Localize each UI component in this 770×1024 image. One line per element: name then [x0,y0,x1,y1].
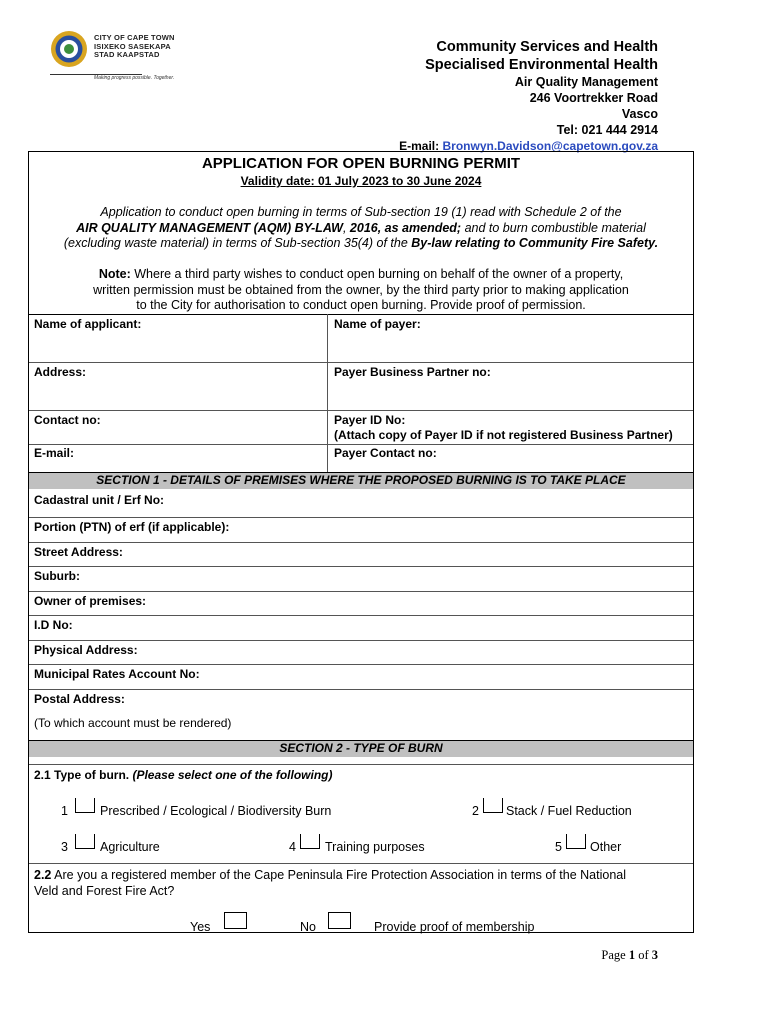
option-2-label: Stack / Fuel Reduction [506,804,632,818]
page-number [601,948,658,963]
row-rule [29,410,693,411]
page-prefix: Page [601,948,629,962]
question-2-1-hint: (Please select one of the following) [132,768,333,782]
email-link[interactable]: Bronwyn.Davidson@capetown.gov.za [442,139,658,153]
aqm-bylaw-name: AIR QUALITY MANAGEMENT (AQM) BY-LAW [76,220,343,235]
logo-line-1: CITY OF CAPE TOWN [94,33,175,42]
note-line-2: written permission must be obtained from the owner, by the third party prior to making application [93,282,629,297]
question-2-1-label: 2.1 Type of burn. [34,768,133,782]
intro-line-3-head: (excluding waste material) in terms of Sub-section 35(4) of the [63,236,412,250]
suburb: Vasco [621,107,658,121]
city-logo [50,30,210,80]
intro-sep: , [342,220,350,235]
validity-date: Validity date: 01 July 2023 to 30 June 2024 [240,174,482,188]
address-label[interactable]: Address: [34,365,87,379]
no-checkbox[interactable] [328,912,351,929]
no-label: No [300,920,316,934]
question-2-2-text: Are you a registered member of the Cape Peninsula Fire Protection Association in terms of the National [51,868,626,882]
row-rule [29,863,693,864]
applicant-email-label[interactable]: E-mail: [34,446,75,460]
applicant-table-divider [327,314,328,472]
proof-of-membership: Provide proof of membership [374,920,535,934]
row-rule [29,566,693,567]
logo-text [94,34,175,60]
physical-address-label[interactable]: Physical Address: [34,643,138,657]
row-rule [29,615,693,616]
note-paragraph [38,267,684,314]
portion-label[interactable]: Portion (PTN) of erf (if applicable): [34,520,230,534]
street-address-label[interactable]: Street Address: [34,545,123,559]
note-line-1 [38,267,684,283]
yes-label: Yes [190,920,211,934]
row-rule [29,664,693,665]
form-title: APPLICATION FOR OPEN BURNING PERMIT [201,155,521,172]
street-address: 246 Voortrekker Road [529,91,658,105]
applicant-table-top [29,314,693,315]
logo-line-3: STAD KAAPSTAD [94,50,160,60]
note-text-1: Where a third party wishes to conduct open burning on behalf of the owner of a property, [130,267,624,281]
option-1-number: 1 [61,804,68,818]
note-label: Note: [98,267,131,281]
applicant-name-label[interactable]: Name of applicant: [34,317,142,331]
row-rule [29,640,693,641]
option-4-label: Training purposes [325,840,425,854]
page-of: of [635,948,652,962]
row-rule [29,542,693,543]
business-partner-label[interactable]: Payer Business Partner no: [334,365,491,379]
row-rule [29,444,693,445]
department-name: Community Services and Health [436,39,658,55]
row-rule [29,689,693,690]
logo-line-2: ISIXEKO SASEKAPA [94,41,171,51]
city-seal-icon [50,30,88,68]
option-3-checkbox[interactable] [75,834,95,849]
email-label: E-mail: [399,139,440,153]
form-title-block [28,155,694,189]
payer-name-label[interactable]: Name of payer: [334,317,421,331]
option-3-number: 3 [61,840,68,854]
note-line-3: to the City for authorisation to conduct open burning. Provide proof of permission. [136,298,586,312]
yes-checkbox[interactable] [224,912,247,929]
payer-contact-label[interactable]: Payer Contact no: [334,446,437,460]
aqm-year: 2016, as amended; [349,220,462,235]
row-rule [29,764,693,765]
owner-label[interactable]: Owner of premises: [34,594,147,608]
unit-name: Specialised Environmental Health [425,57,658,73]
option-1-checkbox[interactable] [75,798,95,813]
contact-no-label[interactable]: Contact no: [34,413,101,427]
option-5-label: Other [590,840,622,854]
rates-account-label[interactable]: Municipal Rates Account No: [34,667,200,681]
question-2-2-label: 2.2 [34,868,52,882]
logo-tagline: Making progress possible. Together. [94,75,175,81]
option-2-number: 2 [472,804,479,818]
option-4-number: 4 [289,840,296,854]
section-name: Air Quality Management [514,75,658,89]
page-current: 1 [628,948,636,962]
row-rule [29,362,693,363]
section-1-heading: SECTION 1 - DETAILS OF PREMISES WHERE THE PROPOSED BURNING IS TO TAKE PLACE [29,472,693,489]
intro-line-2-tail: and to burn combustible material [461,220,646,235]
intro-paragraph [38,205,684,252]
row-rule [29,591,693,592]
type-of-burn-question [34,768,333,783]
option-2-checkbox[interactable] [483,798,503,813]
option-5-number: 5 [555,840,562,854]
id-no-label[interactable]: I.D No: [34,618,73,632]
page-total: 3 [651,948,658,962]
question-2-2-text-2: Veld and Forest Fire Act? [34,884,175,898]
postal-address-note: (To which account must be rendered) [34,716,232,730]
payer-id-note: (Attach copy of Payer ID if not registered Business Partner) [334,428,673,442]
section-2-heading: SECTION 2 - TYPE OF BURN [29,740,693,757]
intro-line-3 [38,236,684,252]
intro-line-2 [38,221,684,237]
intro-line-1: Application to conduct open burning in terms of Sub-section 19 (1) read with Schedule 2 of the [100,205,622,219]
postal-address-label[interactable]: Postal Address: [34,692,125,706]
telephone: Tel: 021 444 2914 [556,123,658,137]
fire-safety-bylaw: By-law relating to Community Fire Safety. [411,236,659,250]
option-3-label: Agriculture [100,840,160,854]
option-1-label: Prescribed / Ecological / Biodiversity Burn [100,804,332,818]
row-rule [29,517,693,518]
fpa-question [34,867,689,899]
option-4-checkbox[interactable] [300,834,320,849]
option-5-checkbox[interactable] [566,834,586,849]
erf-no-label[interactable]: Cadastral unit / Erf No: [34,493,165,507]
suburb-label[interactable]: Suburb: [34,569,80,583]
department-header [399,38,658,154]
payer-id-label[interactable]: Payer ID No: [334,413,406,427]
